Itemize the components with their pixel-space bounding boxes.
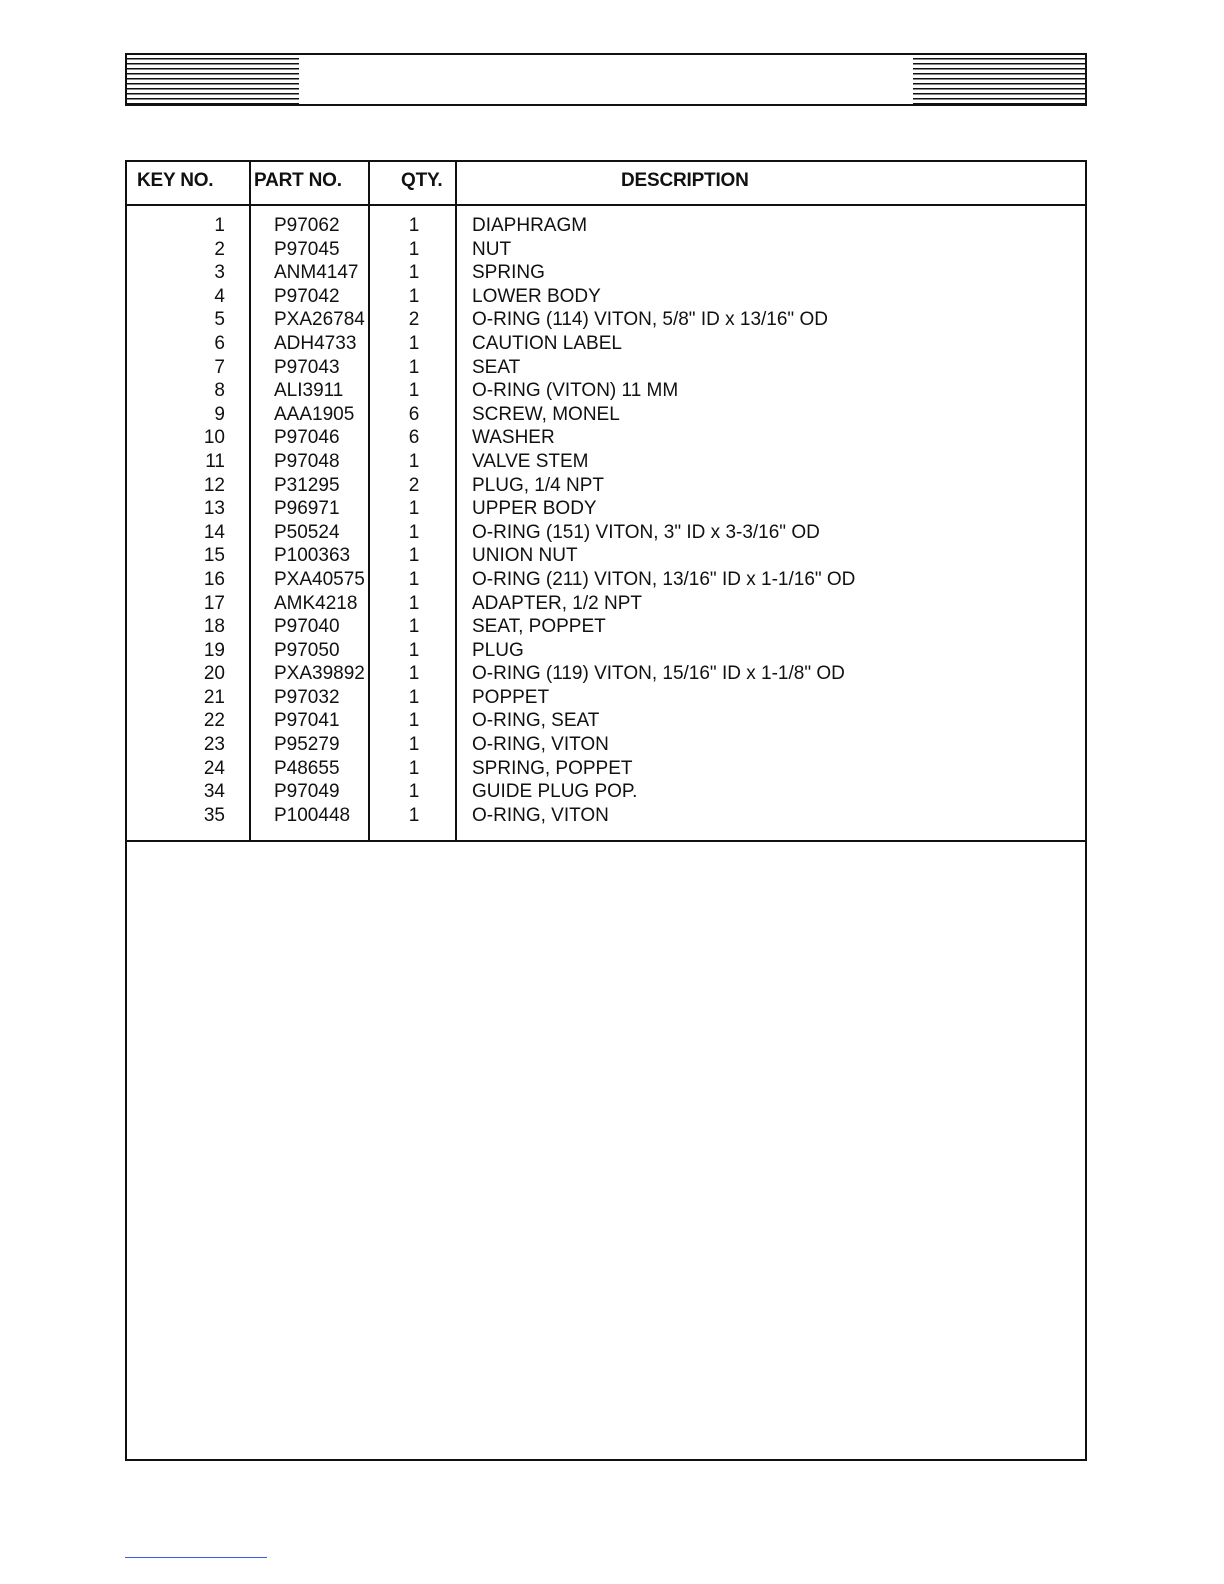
qty-cell: 2	[408, 474, 420, 496]
key-no-cell: 17	[203, 592, 225, 614]
part-no-cell: P97042	[274, 285, 340, 307]
table-row	[127, 686, 1085, 710]
table-row	[127, 285, 1085, 309]
table-row	[127, 544, 1085, 568]
table-row	[127, 403, 1085, 427]
key-no-cell: 24	[203, 757, 225, 779]
description-cell: O-RING, VITON	[472, 734, 609, 756]
key-no-cell: 19	[203, 639, 225, 661]
key-no-cell: 10	[203, 427, 225, 449]
key-no-cell: 16	[203, 568, 225, 590]
description-cell: CAUTION LABEL	[472, 332, 622, 354]
part-no-cell: P95279	[274, 734, 340, 756]
description-cell: O-RING (211) VITON, 13/16" ID x 1-1/16" OD	[472, 568, 856, 590]
description-cell: O-RING, VITON	[472, 804, 609, 826]
description-cell: O-RING (151) VITON, 3" ID x 3-3/16" OD	[472, 521, 820, 543]
description-cell: O-RING (114) VITON, 5/8" ID x 13/16" OD	[472, 309, 828, 331]
key-no-cell: 20	[203, 663, 225, 685]
description-cell: LOWER BODY	[472, 285, 601, 307]
header-part-no: PART NO.	[254, 170, 342, 191]
qty-cell: 1	[408, 332, 420, 354]
description-cell: O-RING (VITON) 11 MM	[472, 380, 679, 402]
table-row	[127, 780, 1085, 804]
description-cell: GUIDE PLUG POP.	[472, 781, 638, 803]
description-cell: UNION NUT	[472, 545, 578, 567]
part-no-cell: P97040	[274, 616, 340, 638]
qty-cell: 1	[408, 450, 420, 472]
qty-cell: 1	[408, 545, 420, 567]
table-row	[127, 757, 1085, 781]
header-key-no: KEY NO.	[137, 170, 214, 191]
description-cell: PLUG, 1/4 NPT	[472, 474, 604, 496]
description-cell: SEAT, POPPET	[472, 616, 606, 638]
qty-cell: 1	[408, 498, 420, 520]
key-no-cell: 11	[205, 450, 225, 472]
table-row	[127, 639, 1085, 663]
qty-cell: 1	[408, 734, 420, 756]
key-no-cell: 9	[214, 403, 225, 425]
qty-cell: 1	[408, 757, 420, 779]
part-no-cell: P96971	[274, 498, 340, 520]
part-no-cell: P97050	[274, 639, 340, 661]
qty-cell: 1	[408, 568, 420, 590]
key-no-cell: 8	[214, 380, 225, 402]
table-row	[127, 474, 1085, 498]
part-no-cell: PXA40575	[274, 568, 365, 590]
table-row	[127, 662, 1085, 686]
qty-cell: 1	[408, 356, 420, 378]
qty-cell: 1	[408, 686, 420, 708]
header-description: DESCRIPTION	[621, 170, 749, 191]
qty-cell: 2	[408, 309, 420, 331]
part-no-cell: PXA39892	[274, 663, 365, 685]
banner-stripes-left	[127, 58, 299, 104]
part-no-cell: AMK4218	[274, 592, 358, 614]
qty-cell: 6	[408, 403, 420, 425]
description-cell: ADAPTER, 1/2 NPT	[472, 592, 642, 614]
table-row	[127, 733, 1085, 757]
qty-cell: 1	[408, 592, 420, 614]
part-no-cell: PXA26784	[274, 309, 365, 331]
part-no-cell: P97049	[274, 781, 340, 803]
table-row	[127, 332, 1085, 356]
key-no-cell: 6	[214, 332, 225, 354]
table-row	[127, 426, 1085, 450]
key-no-cell: 3	[214, 262, 225, 284]
part-no-cell: P100448	[274, 804, 351, 826]
qty-cell: 1	[408, 262, 420, 284]
qty-cell: 1	[408, 804, 420, 826]
part-no-cell: P50524	[274, 521, 340, 543]
description-cell: O-RING (119) VITON, 15/16" ID x 1-1/8" OD	[472, 663, 845, 685]
qty-cell: 1	[408, 781, 420, 803]
description-cell: DIAPHRAGM	[472, 215, 588, 236]
parts-rows	[127, 214, 1085, 827]
header-qty: QTY.	[401, 170, 443, 191]
description-cell: SPRING, POPPET	[472, 757, 633, 779]
qty-cell: 1	[408, 521, 420, 543]
qty-cell: 6	[408, 427, 420, 449]
key-no-cell: 35	[203, 804, 225, 826]
description-cell: NUT	[472, 238, 512, 260]
table-row	[127, 450, 1085, 474]
key-no-cell: 13	[203, 498, 225, 520]
description-cell: PLUG	[472, 639, 524, 661]
key-no-cell: 2	[214, 238, 225, 260]
table-row	[127, 238, 1085, 262]
table-row	[127, 568, 1085, 592]
part-no-cell: P97062	[274, 215, 340, 236]
key-no-cell: 7	[214, 356, 225, 378]
description-cell: UPPER BODY	[472, 498, 597, 520]
part-no-cell: P97041	[274, 710, 340, 732]
key-no-cell: 12	[203, 474, 225, 496]
part-no-cell: P97048	[274, 450, 340, 472]
table-row	[127, 592, 1085, 616]
description-cell: SEAT	[472, 356, 521, 378]
description-cell: VALVE STEM	[472, 450, 589, 472]
qty-cell: 1	[408, 380, 420, 402]
description-cell: POPPET	[472, 686, 550, 708]
part-no-cell: P31295	[274, 474, 340, 496]
table-row	[127, 497, 1085, 521]
header-banner	[125, 53, 1087, 106]
key-no-cell: 4	[214, 285, 225, 307]
description-cell: SCREW, MONEL	[472, 403, 620, 425]
table-row	[127, 521, 1085, 545]
key-no-cell: 22	[203, 710, 225, 732]
key-no-cell: 23	[203, 734, 225, 756]
table-row	[127, 379, 1085, 403]
table-row	[127, 709, 1085, 733]
table-body-divider	[127, 840, 1085, 842]
table-row	[127, 804, 1085, 828]
part-no-cell: P97045	[274, 238, 340, 260]
key-no-cell: 14	[203, 521, 225, 543]
table-row	[127, 214, 1085, 238]
part-no-cell: ADH4733	[274, 332, 357, 354]
table-row	[127, 615, 1085, 639]
qty-cell: 1	[408, 238, 420, 260]
banner-stripes-right	[913, 58, 1085, 104]
key-no-cell: 5	[214, 309, 225, 331]
description-cell: O-RING, SEAT	[472, 710, 600, 732]
part-no-cell: ALI3911	[274, 380, 344, 402]
part-no-cell: P97032	[274, 686, 340, 708]
qty-cell: 1	[408, 710, 420, 732]
qty-cell: 1	[408, 616, 420, 638]
key-no-cell: 34	[203, 781, 225, 803]
key-no-cell: 1	[214, 215, 225, 236]
table-row	[127, 261, 1085, 285]
part-no-cell: P97043	[274, 356, 340, 378]
qty-cell: 1	[408, 663, 420, 685]
parts-table	[125, 160, 1087, 1461]
footer-rule	[125, 1557, 267, 1558]
key-no-cell: 18	[203, 616, 225, 638]
part-no-cell: P97046	[274, 427, 340, 449]
part-no-cell: P100363	[274, 545, 351, 567]
qty-cell: 1	[408, 215, 420, 236]
description-cell: SPRING	[472, 262, 545, 284]
qty-cell: 1	[408, 639, 420, 661]
part-no-cell: P48655	[274, 757, 340, 779]
description-cell: WASHER	[472, 427, 555, 449]
table-row	[127, 356, 1085, 380]
part-no-cell: AAA1905	[274, 403, 355, 425]
key-no-cell: 15	[203, 545, 225, 567]
key-no-cell: 21	[203, 686, 225, 708]
qty-cell: 1	[408, 285, 420, 307]
header-divider	[127, 204, 1085, 206]
table-row	[127, 308, 1085, 332]
part-no-cell: ANM4147	[274, 262, 359, 284]
